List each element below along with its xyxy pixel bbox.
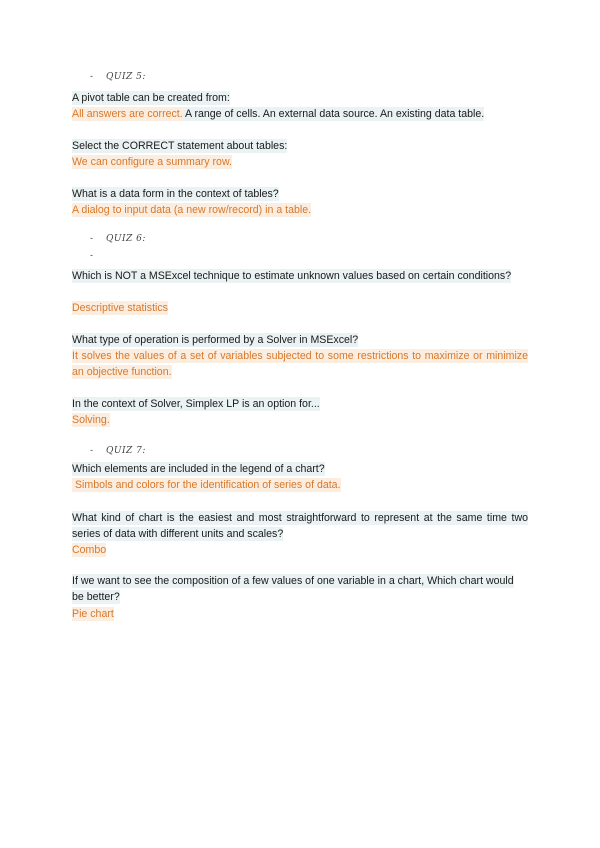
empty-bullet: - (90, 251, 94, 261)
bullet-dash: - (90, 234, 94, 244)
question: What is a data form in the context of tables? (72, 188, 279, 200)
question: A pivot table can be created from: (72, 92, 230, 104)
answer (72, 106, 528, 122)
question: What kind of chart is the easiest and most straightforward to represent at the same time two series of data with different units and scales? (72, 512, 528, 540)
answer: We can configure a summary row. (72, 156, 232, 168)
bullet-dash: - (90, 72, 94, 82)
answer: Pie chart (72, 608, 114, 620)
answer: Descriptive statistics (72, 302, 168, 314)
quiz-title: QUIZ 6: (106, 234, 146, 244)
quiz-title: QUIZ 7: (106, 446, 146, 456)
answer: It solves the values of a set of variables subjected to some restrictions to maximize or minimize an objective function. (72, 350, 528, 378)
question: Which is NOT a MSExcel technique to estimate unknown values based on certain conditions? (72, 270, 512, 282)
answer: A dialog to input data (a new row/record) in a table. (72, 204, 312, 216)
quiz-title: QUIZ 5: (106, 72, 146, 82)
answer: Combo (72, 544, 107, 556)
question: Which elements are included in the legend of a chart? (72, 463, 325, 475)
quiz-7-heading (90, 446, 146, 456)
quiz-6-heading (90, 234, 146, 244)
quiz-5-heading (90, 72, 146, 82)
answer-highlight: All answers are correct. (72, 108, 183, 120)
question: In the context of Solver, Simplex LP is an option for... (72, 398, 320, 410)
answer-continuation: A range of cells. An external data source. An existing data table. (182, 108, 485, 120)
answer: Solving. (72, 414, 110, 426)
answer: Simbols and colors for the identification of series of data. (72, 479, 341, 491)
bullet-dash: - (90, 446, 94, 456)
question: What type of operation is performed by a Solver in MSExcel? (72, 334, 359, 346)
question: Select the CORRECT statement about tables: (72, 140, 288, 152)
question: If we want to see the composition of a few values of one variable in a chart, Which chart would be better? (72, 575, 514, 603)
